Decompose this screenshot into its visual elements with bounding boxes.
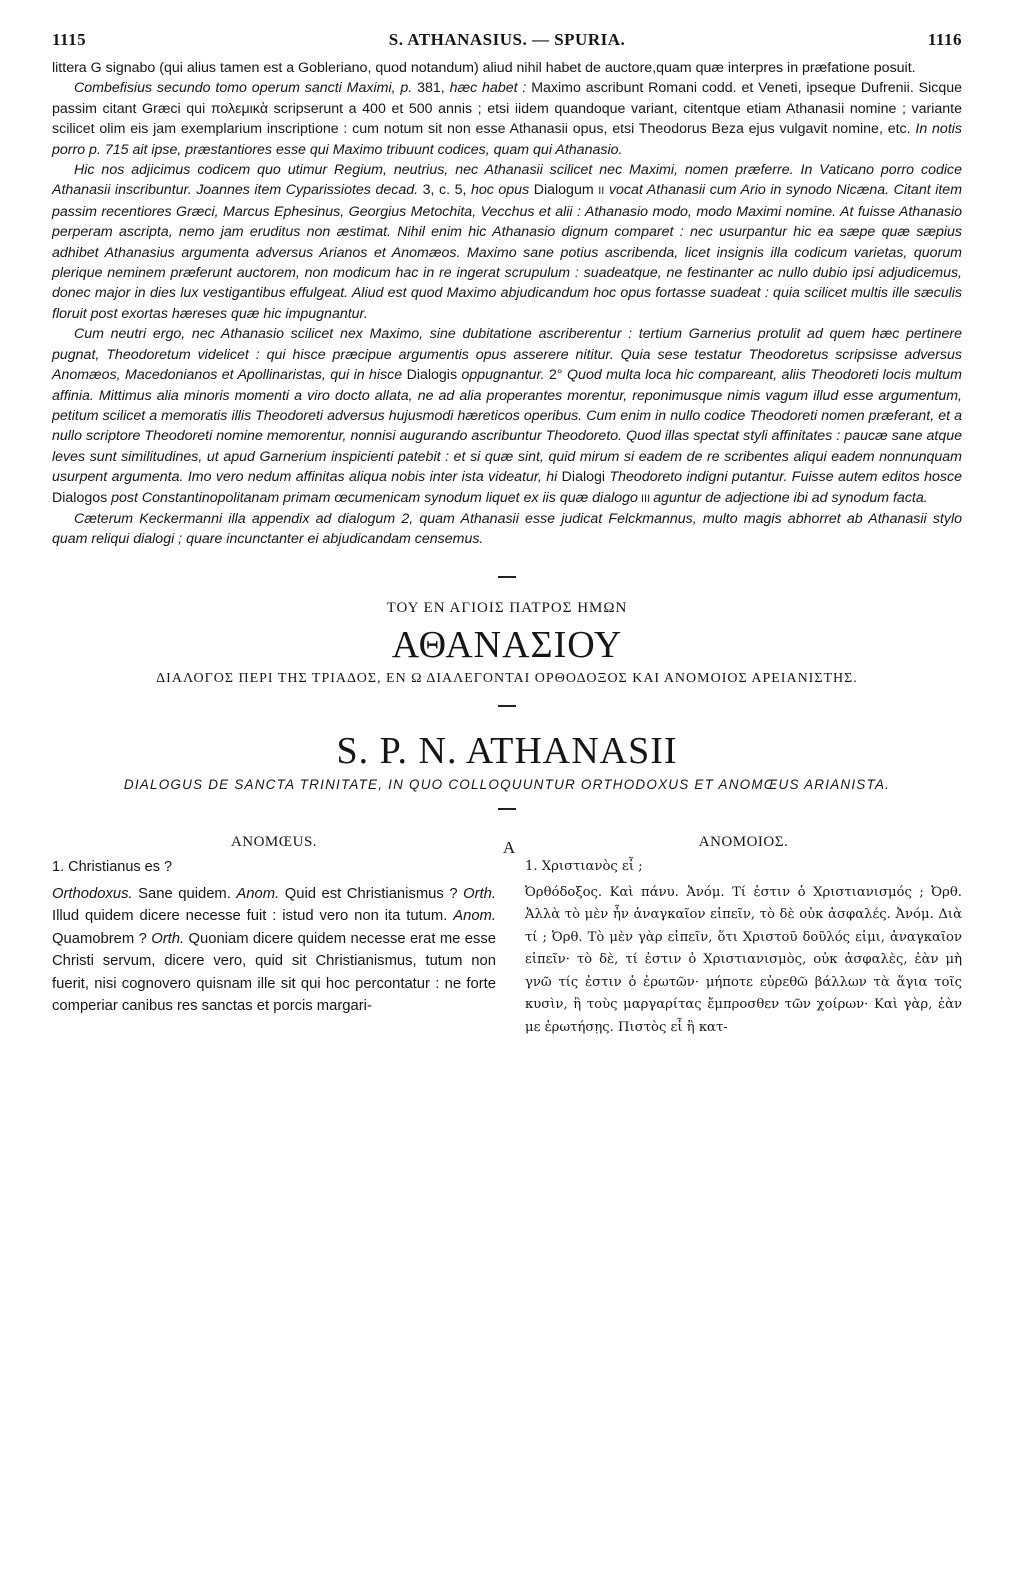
note-text: hæc habet :: [449, 80, 527, 97]
latin-first-line: 1. Christianus es ?: [52, 858, 173, 875]
note-paragraph-3: [52, 160, 962, 324]
running-head: [52, 30, 962, 58]
latin-speaker-heading: ANOMŒUS.: [230, 833, 318, 850]
dialogue-text: Sane quidem.: [132, 885, 237, 902]
note-text: 2°: [544, 367, 568, 384]
note-paragraph-5: Cæterum Keckermanni illa appendix ad dialogum 2, quam Athanasii esse judicat Felckmannus, multo magis abhorret ab Athanasii stylo quam reliqui dialogi ; quare incunctanter ei abjudicandam censemus.: [52, 510, 962, 548]
section-divider: [498, 705, 516, 707]
dialogue-text: Quamobrem ?: [52, 930, 152, 947]
section-divider: [498, 576, 516, 578]
note-text: Combefisius secundo tomo operum sancti Maximi, p.: [74, 80, 413, 97]
greek-speaker-heading: ΑΝΟΜΟΙΟΣ.: [698, 833, 789, 850]
latin-subtitle: DIALOGUS DE SANCTA TRINITATE, IN QUO COLLOQUUNTUR ORTHODOXUS ET ANOMŒUS ARIANISTA.: [123, 776, 891, 792]
speaker-label: Anom.: [453, 908, 496, 925]
note-text: Dialogis: [402, 367, 462, 384]
note-text: Hic nos adjicimus codicem quo utimur Regium, neutrius, nec Athanasii scilicet nec Maximi, nomen præferre. In Vaticano porro codice Athanasii inscribuntur. Joannes item Cyparissiotes decad.: [52, 162, 962, 199]
greek-first-line: 1. Χριστιανὸς εἶ ;: [525, 858, 643, 874]
note-text: oppugnantur.: [461, 367, 545, 384]
greek-column: [525, 834, 962, 1040]
column-number-left: 1115: [52, 30, 87, 49]
dialogue-text: Quid est Christianismus ?: [279, 885, 464, 902]
greek-title-line: ΤΟΥ ΕΝ ΑΓΙΟΙΣ ΠΑΤΡΟΣ ΗΜΩΝ: [386, 599, 628, 616]
note-text: post Constantinopolitanam primam œcumenicam synodum liquet ex iis quæ dialogo: [111, 489, 638, 506]
note-paragraph-1: littera G signabo (qui alius tamen est a Gobleriano, quod notandum) aliud nihil habet de auctore,quam quæ interpres in præfatione posuit.: [52, 60, 916, 76]
section-divider: [498, 808, 516, 810]
note-paragraph-4: [52, 324, 962, 509]
greek-subtitle: ΔΙΑΛΟΓΟΣ ΠΕΡΙ ΤΗΣ ΤΡΙΑΔΟΣ, ΕΝ Ω ΔΙΑΛΕΓΟΝΤΑΙ ΟΡΘΟΔΟΞΟΣ ΚΑΙ ΑΝΟΜΟΙΟΣ ΑΡΕΙΑΝΙΣΤΗΣ.: [156, 670, 858, 686]
running-title: S. ATHANASIUS. — SPURIA.: [388, 30, 626, 49]
note-text: hoc opus: [470, 182, 530, 199]
note-text: Dialogi: [557, 469, 610, 486]
note-text: In notis porro p. 715 ait ipse, præstantiores esse qui Maximo tribuunt codices, quam qui Athanasio.: [52, 121, 963, 158]
note-text: III: [637, 492, 654, 505]
note-text: vocat Athanasii cum Ario in synodo Nicæna. Citant item passim recentiores Græci, Marcus Ephesinus, Georgius Metochita, Vecchus et alii : Athanasio modo, modo Maximi nomine. At fuisse Athanasio perperam ascripta, nemo jam eruditus non æstimat. Nihil enim hic Athanasio dignum comparet : nec usurpantur hic ea sæpe quæ sæpius adhibet Athanasius argumenta adversus Arianos et Anomæos. Maximo sane potius ascribenda, licet insignis illa codicum varietas, quorum plerique neminem præferunt auctorem, non modicum hac in re ingerat scrupulum : suadeatque, ne festinanter ac nullo dubio ipsi adjudicemus, donec major in dies lux vestigantibus effulgeat. Aliud est quod Maximo abjudicandum hoc opus fortasse suadeat : quia scilicet multis ille sæculis floruit post exortas hæreses quæ hic impugnantur.: [52, 182, 963, 322]
note-text: Quod multa loca hic compareant, aliis Theodoreti locis multum affinia. Mittimus alia minoris momenti a viro docto allata, ne ad alia properantes morentur, reponimusque nimis vagum illud esse argumentum, petitum scilicet a memoratis illis Theodoreti adversus hujusmodi hæreticos operibus. Cum enim in nullo codice Theodoreti nomen præferant, et a nullo scriptore Theodoreti nomine memorentur, nonnisi augurando ascribuntur Theodoreto. Quod illas spectat styli affinitates : paucæ sane atque leves sunt similitudines, ut apud Garnerium inspicienti patebit : et si quæ sint, quid mirum si eadem de re scribentes aliqui eadem nonnunquam usurpent argumenta. Imo vero nedum affinitas aliqua nobis inter ista videatur, hi: [52, 367, 962, 486]
latin-author-name: S. P. N. ATHANASII: [336, 729, 678, 772]
page: [52, 30, 962, 1094]
column-number-right: 1116: [927, 30, 962, 49]
note-text: Dialogum: [529, 182, 599, 199]
speaker-label: Orthodoxus.: [52, 885, 133, 902]
note-text: 3, c. 5,: [418, 182, 471, 199]
note-text: Cum neutri ergo, nec Athanasio scilicet nex Maximo, sine dubitatione ascriberentur : tertium Garnerius protulit ad quem hæc pertinere pugnat, Theodoretum videlicet : qui hisce præcipue argumentis opus asserere nititur. Quia sese testatur Theodoretus scripsisse adversus Anomæos, Macedonianos et Apollinaristas, qui in hisce: [52, 326, 962, 384]
greek-title-block: [52, 600, 962, 687]
greek-dialogue-text: Ὀρθόδοξος. Καὶ πάνυ. Ἀνόμ. Τί ἐστιν ὁ Χριστιανισμός ; Ὀρθ. Ἀλλὰ τὸ μὲν ἦν ἀναγκαῖον εἰπεῖν, τὸ δὲ οὐκ ἀσφαλές. Ἀνόμ. Διὰ τί ; Ὀρθ. Τὸ μὲν γὰρ εἰπεῖν, ὅτι Χριστοῦ δοῦλός εἰμι, ἀναγκαῖον εἰπεῖν· τὸ δὲ, τί ἐστιν ὁ Χριστιανισμὸς, οὐκ ἀσφαλὲς, ἐὰν μὴ γνῶ τίς ἐστιν ὁ ἐρωτῶν· μήποτε εὑρεθῶ βάλλων τὰ ἅγια τοῖς κυσὶν, ἢ τοὺς μαργαρίτας ἔμπροσθεν τῶν χοίρων· Καὶ γὰρ, ἐὰν με ἐρωτήσῃς. Πιστὸς εἶ ἢ κατ-: [525, 884, 962, 1035]
note-text: aguntur de adjectione ibi ad synodum facta.: [653, 489, 928, 506]
note-text: Dialogos: [52, 489, 112, 506]
speaker-label: Orth.: [463, 885, 496, 902]
greek-author-name: ΑΘΑΝΑΣΙΟΥ: [391, 623, 623, 666]
latin-dialogue-text: [52, 883, 496, 1018]
note-paragraph-2: [52, 78, 962, 160]
note-text: Maximo ascribunt Romani codd. et Veneti, ipseque Dufrenii. Sicque passim citant Græci qui πολεμικὰ scripserunt a 400 et 500 annis ; etsi iidem quandoque variant, citentque etiam Athanasii nomine ; variante scilicet olim eis jam exemplarium inscriptione : cum notum sit non esse Athanasii opus, etsi Theodorus Beza ejus vulgavit nomine, etc.: [52, 80, 962, 138]
dialogue-text: Illud quidem dicere necesse fuit : istud vero non ita tutum.: [52, 908, 454, 925]
note-text: Theodoreto indigni putantur. Fuisse autem editos hosce: [609, 469, 962, 486]
dialogue-columns: [52, 834, 962, 1094]
latin-column: [52, 834, 496, 1018]
column-marker: A: [502, 837, 516, 857]
note-text: 381,: [412, 80, 450, 97]
dialogue-text: Quoniam dicere quidem necesse erat me esse Christi servum, dicere vero, quid sit Christianismus, tutum non fuerit, nisi cognovero quisnam ille sit qui hoc percontatur : ne forte comperiar canibus res sanctas et porcis margari-: [52, 930, 497, 1015]
speaker-label: Orth.: [151, 930, 185, 947]
note-text: II: [598, 185, 605, 198]
speaker-label: Anom.: [236, 885, 280, 902]
editorial-note: [52, 58, 962, 550]
